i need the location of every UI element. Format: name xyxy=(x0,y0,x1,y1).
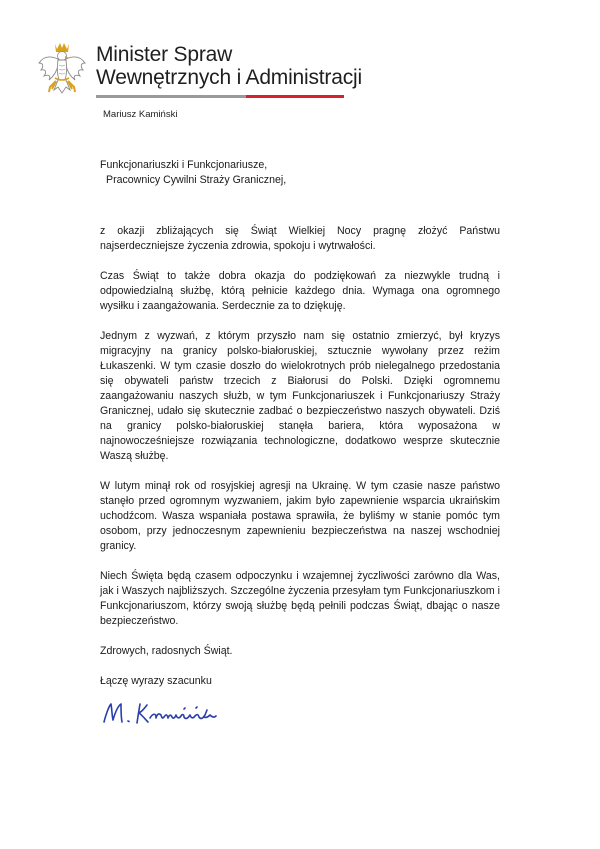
paragraph-easter-wishes: z okazji zbliżających się Świąt Wielkiej Nocy pragnę złożyć Państwu najserdeczniejsze życzenia zdrowia, spokoju i wytrwałości. xyxy=(100,225,500,252)
polish-eagle-emblem-icon xyxy=(37,41,87,99)
signatory-name: Mariusz Kamiński xyxy=(103,109,178,120)
salutation xyxy=(100,158,500,188)
paragraph-thanks: Czas Świąt to także dobra okazja do podziękowań za niezwykle trudną i odpowiedzialną służbę, którą pełnicie każdego dnia. Wymaga ona ogromnego wysiłku i zaangażowania. Serdecznie za to dziękuję. xyxy=(100,270,500,312)
letter-body xyxy=(100,158,500,689)
header-rule-gray xyxy=(96,95,246,98)
paragraph-holiday-wishes: Niech Święta będą czasem odpoczynku i wzajemnej życzliwości zarówno dla Was, jak i Waszych najbliższych. Szczególne życzenia przesyłam tym Funkcjonariuszkom i Funkcjonariuszom, którzy swoją służbę będą pełnili podczas Świąt, dbając o nasze bezpieczeństwo. xyxy=(100,570,500,627)
paragraph-ukraine: W lutym minął rok od rosyjskiej agresji na Ukrainę. W tym czasie nasze państwo stanęło przed ogromnym wyzwaniem, jakim było zapewnienie wsparcia ukraińskim uchodźcom. Wasza wspaniała postawa sprawiła, że byliśmy w stanie pomóc tym osobom, przy jednoczesnym zapewnieniu bezpieczeństwa na naszej wschodniej granicy. xyxy=(100,480,500,552)
handwritten-signature xyxy=(100,696,240,730)
ministry-title-line2: Wewnętrznych i Administracji xyxy=(96,66,362,89)
salutation-line1: Funkcjonariuszki i Funkcjonariusze, xyxy=(100,159,268,171)
regards-line: Łączę wyrazy szacunku xyxy=(100,675,212,687)
header-rule-red xyxy=(246,95,344,98)
ministry-title xyxy=(96,43,362,89)
closing-line: Zdrowych, radosnych Świąt. xyxy=(100,645,233,657)
paragraph-migration-crisis: Jednym z wyzwań, z którym przyszło nam się ostatnio zmierzyć, był kryzys migracyjny na granicy polsko-białoruskiej, sztucznie wywołany przez reżim Łukaszenki. W tym czasie doszło do wielokrotnych prób nielegalnego przedostania się obywateli państw trzecich z Białorusi do Polski. Dzięki ogromnemu zaangażowaniu naszych służb, w tym Funkcjonariuszek i Funkcjonariuszy Straży Granicznej, udało się skutecznie zadbać o bezpieczeństwo naszych obywateli. Dziś na granicy polsko-białoruskiej stanęła bariera, która wyposażona w najnowocześniejsze rozwiązania technologiczne, dodatkowo wesprze skutecznie Waszą służbę. xyxy=(100,330,500,462)
salutation-line2: Pracownicy Cywilni Straży Granicznej, xyxy=(106,174,287,186)
ministry-title-line1: Minister Spraw xyxy=(96,43,233,66)
